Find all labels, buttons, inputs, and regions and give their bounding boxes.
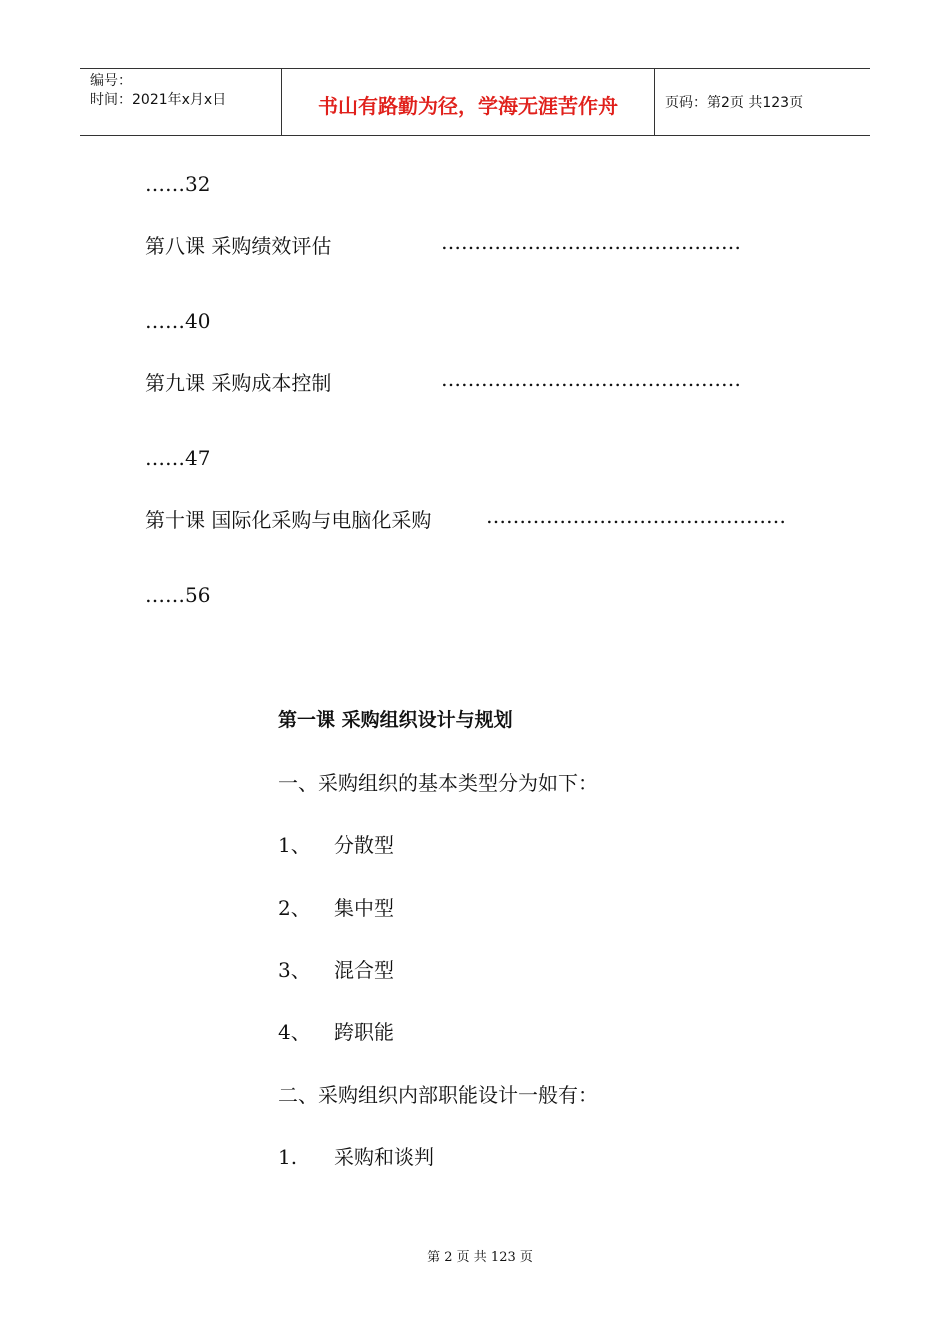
section-heading: 二、采购组织内部职能设计一般有：: [278, 1083, 598, 1107]
number-label: 编号：: [90, 73, 132, 89]
list-number: 2、: [278, 896, 311, 920]
list-text: 采购和谈判: [334, 1145, 434, 1169]
toc-continuation: ……56: [145, 583, 211, 607]
page-footer: 第 2 页 共 123 页: [427, 1250, 533, 1265]
toc-item-title: 第八课 采购绩效评估: [145, 234, 332, 258]
header-page-info: 页码：第2页 共123页: [665, 95, 804, 111]
page-header: [80, 68, 870, 136]
lesson-title: 第一课 采购组织设计与规划: [278, 709, 513, 731]
section-heading: 一、采购组织的基本类型分为如下：: [278, 771, 598, 795]
toc-leader: ………………………………………: [486, 504, 786, 528]
toc-continuation: ……47: [145, 446, 211, 470]
list-text: 混合型: [334, 958, 394, 982]
toc-item-title: 第十课 国际化采购与电脑化采购: [145, 508, 432, 532]
time-label: 时间：2021年x月x日: [90, 92, 227, 108]
header-left-cell: [80, 69, 282, 135]
header-motto: 书山有路勤为径，学海无涯苦作舟: [282, 69, 655, 135]
toc-continuation: ……40: [145, 309, 211, 333]
toc-continuation: ……32: [145, 172, 211, 196]
toc-leader: ………………………………………: [441, 367, 741, 391]
list-text: 分散型: [334, 833, 394, 857]
list-number: 1.: [278, 1145, 298, 1169]
list-number: 3、: [278, 958, 311, 982]
list-number: 1、: [278, 833, 311, 857]
list-text: 集中型: [334, 896, 394, 920]
list-number: 4、: [278, 1020, 311, 1044]
toc-item-title: 第九课 采购成本控制: [145, 371, 332, 395]
list-text: 跨职能: [334, 1020, 394, 1044]
toc-leader: ………………………………………: [441, 230, 741, 254]
